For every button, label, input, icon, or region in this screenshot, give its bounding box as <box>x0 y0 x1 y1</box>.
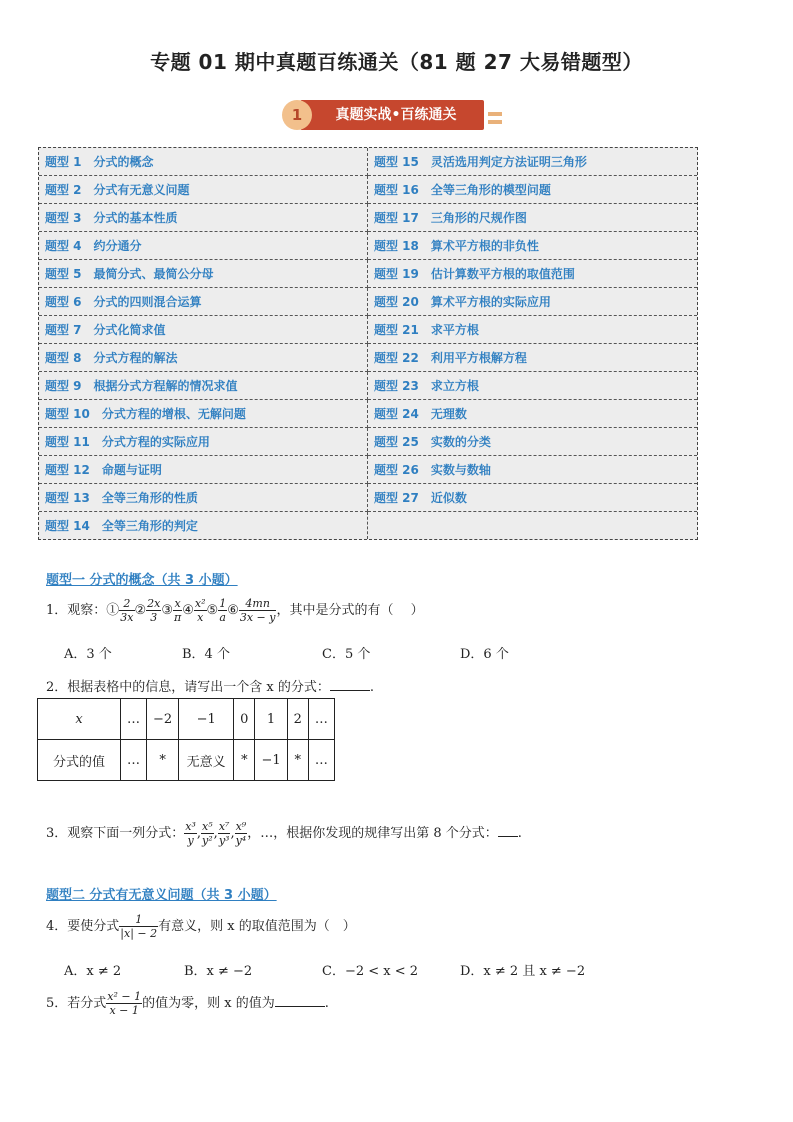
fraction: $\frac{1}{|x| - 2}$ <box>120 913 158 940</box>
page-title: 专题 01 期中真题百练通关（81 题 27 大易错题型） <box>150 50 643 74</box>
option-b: B．x ≠ −2 <box>184 964 253 979</box>
option-c: C．5 个 <box>322 647 371 662</box>
table-cell: * <box>287 740 308 781</box>
fraction: $\frac{\text{x²}}{x}$ <box>194 597 206 624</box>
topic-item: 题型 22 利用平方根解方程 <box>368 344 698 372</box>
topic-item: 题型 27 近似数 <box>368 484 698 512</box>
table-cell: 无意义 <box>179 740 234 781</box>
table-cell: … <box>121 740 147 781</box>
table-row <box>39 232 697 260</box>
table-row <box>39 400 697 428</box>
table-cell: −1 <box>255 740 287 781</box>
table-row <box>39 344 697 372</box>
question-3: 3．观察下面一列分式： $\frac{\text{x³}}{y}$ , $\frac{\text{x⁵}}{\text{y²}}$ , $\frac{\text{x⁷}}{\text{y³}}$ , $\frac{\text{x⁹}}{\text{y⁴}}$ ，…，根据你发现的规律写出第 8 个分式： . <box>46 820 522 847</box>
topic-table <box>38 147 698 540</box>
answer-blank <box>498 836 518 837</box>
table-cell: 分式的值 <box>38 740 121 781</box>
fraction: $\frac{\text{x² − 1}}{x - 1}$ <box>107 990 142 1017</box>
topic-item: 题型 6 分式的四则混合运算 <box>39 288 368 316</box>
fraction: $\frac{x}{\pi}$ <box>174 597 182 624</box>
fraction: $\frac{\text{x⁵}}{\text{y²}}$ <box>202 820 213 847</box>
topic-item: 题型 13 全等三角形的性质 <box>39 484 368 512</box>
topic-item: 题型 11 分式方程的实际应用 <box>39 428 368 456</box>
table-row <box>39 484 697 512</box>
topic-item: 题型 8 分式方程的解法 <box>39 344 368 372</box>
table-cell: 0 <box>234 699 255 740</box>
question-5: 5．若分式 $\frac{\text{x² − 1}}{x - 1}$ 的值为零，则 x 的值为 . <box>46 990 329 1017</box>
banner-number: 1 <box>282 100 312 130</box>
option-d: D．x ≠ 2 且 x ≠ −2 <box>460 964 586 979</box>
fraction: $\frac{2}{3x}$ <box>120 597 134 624</box>
option-c: C．−2 < x < 2 <box>322 964 419 979</box>
table-row <box>39 316 697 344</box>
table-row <box>39 260 697 288</box>
answer-blank <box>330 690 370 691</box>
table-cell: −1 <box>179 699 234 740</box>
topic-item: 题型 5 最简分式、最简公分母 <box>39 260 368 288</box>
fraction: $\frac{\text{x⁷}}{\text{y³}}$ <box>218 820 230 847</box>
topic-item: 题型 21 求平方根 <box>368 316 698 344</box>
table-row <box>39 176 697 204</box>
table-cell: * <box>234 740 255 781</box>
table-row <box>39 512 697 540</box>
table-row <box>39 288 697 316</box>
fraction: $\frac{\text{x³}}{y}$ <box>185 820 196 847</box>
option-d: D．6 个 <box>460 647 509 662</box>
topic-item: 题型 24 无理数 <box>368 400 698 428</box>
question-2: 2．根据表格中的信息，请写出一个含 x 的分式： . <box>46 680 375 695</box>
table-cell: −2 <box>147 699 179 740</box>
topic-item: 题型 19 估计算数平方根的取值范围 <box>368 260 698 288</box>
table-row <box>39 204 697 232</box>
table-cell: … <box>308 740 334 781</box>
section-heading-1: 题型一 分式的概念（共 3 小题） <box>46 573 238 588</box>
topic-item: 题型 12 命题与证明 <box>39 456 368 484</box>
table-cell: 1 <box>255 699 287 740</box>
banner-label: 真题实战•百练通关 <box>300 100 484 130</box>
fraction: $\frac{1}{a}$ <box>219 597 227 624</box>
topic-item: 题型 15 灵活选用判定方法证明三角形 <box>368 148 698 176</box>
topic-item: 题型 23 求立方根 <box>368 372 698 400</box>
topic-item: 题型 17 三角形的尺规作图 <box>368 204 698 232</box>
answer-blank <box>275 1006 325 1007</box>
table-row <box>39 372 697 400</box>
topic-item: 题型 16 全等三角形的模型问题 <box>368 176 698 204</box>
table-row <box>39 456 697 484</box>
topic-item: 题型 10 分式方程的增根、无解问题 <box>39 400 368 428</box>
topic-item: 题型 3 分式的基本性质 <box>39 204 368 232</box>
topic-item: 题型 25 实数的分类 <box>368 428 698 456</box>
question-1: 1．观察：① $\frac{2}{3x}$ ② $\frac{2x}{3}$ ③ $\frac{x}{\pi}$ ④ $\frac{\text{x²}}{x}$ ⑤ $\frac{1}{a}$ ⑥ $\frac{4mn}{3x - y}$ ，其中是分式的有（ ） <box>46 597 424 624</box>
topic-item: 题型 1 分式的概念 <box>39 148 368 176</box>
topic-item: 题型 14 全等三角形的判定 <box>39 512 368 540</box>
banner-stripe <box>488 112 502 116</box>
topic-item: 题型 20 算术平方根的实际应用 <box>368 288 698 316</box>
fraction: $\frac{2x}{3}$ <box>147 597 161 624</box>
table-cell: 2 <box>287 699 308 740</box>
topic-item: 题型 9 根据分式方程解的情况求值 <box>39 372 368 400</box>
table-cell: … <box>308 699 334 740</box>
topic-item <box>368 512 698 540</box>
table-cell: … <box>121 699 147 740</box>
topic-item: 题型 2 分式有无意义问题 <box>39 176 368 204</box>
value-table <box>37 698 335 781</box>
table-row <box>39 148 697 176</box>
section-heading-2: 题型二 分式有无意义问题（共 3 小题） <box>46 888 277 903</box>
topic-item: 题型 7 分式化简求值 <box>39 316 368 344</box>
table-row <box>39 428 697 456</box>
topic-item: 题型 18 算术平方根的非负性 <box>368 232 698 260</box>
option-b: B．4 个 <box>182 647 230 662</box>
question-4: 4．要使分式 $\frac{1}{|x| - 2}$ 有意义，则 x 的取值范围为（ ） <box>46 913 356 940</box>
option-a: A．x ≠ 2 <box>64 964 122 979</box>
table-cell: x <box>38 699 121 740</box>
topic-item: 题型 4 约分通分 <box>39 232 368 260</box>
option-a: A．3 个 <box>64 647 112 662</box>
section-banner <box>282 98 512 134</box>
table-cell: * <box>147 740 179 781</box>
banner-stripe <box>488 120 502 124</box>
fraction: $\frac{\text{x⁹}}{\text{y⁴}}$ <box>235 820 247 847</box>
topic-item: 题型 26 实数与数轴 <box>368 456 698 484</box>
fraction: $\frac{4mn}{3x - y}$ <box>239 597 276 624</box>
